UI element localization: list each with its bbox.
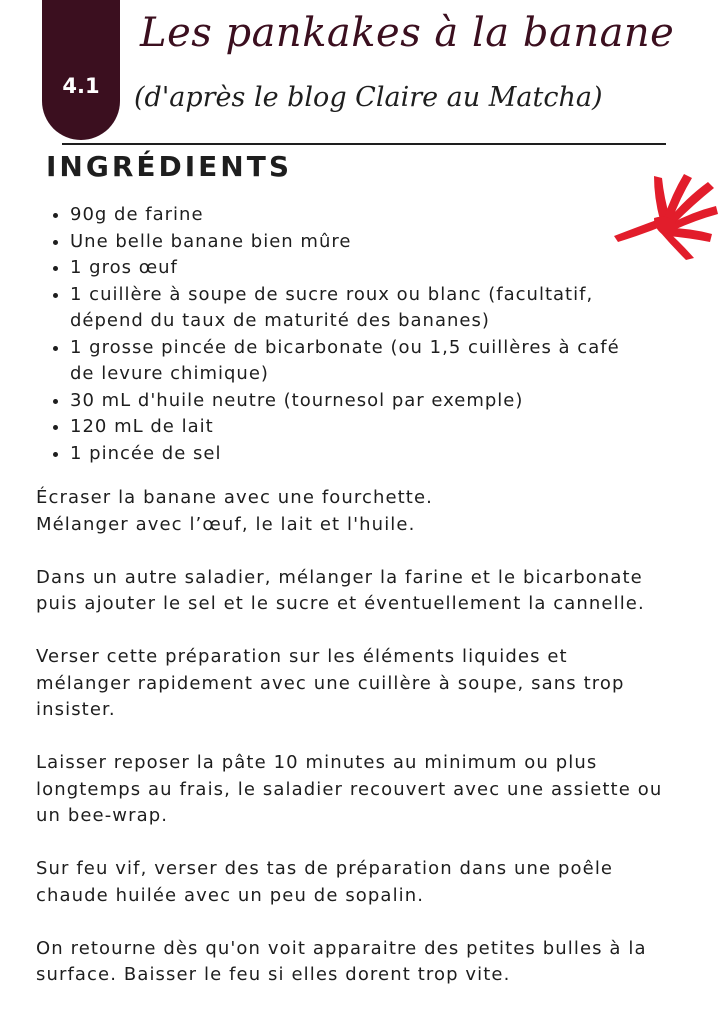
list-item: • 1 cuillère à soupe de sucre roux ou blanc (facultatif, dépend du taux de maturité des bananes) — [70, 282, 710, 335]
chapter-number: 4.1 — [62, 74, 100, 98]
ingredients-heading: INGRÉDIENTS — [46, 150, 293, 183]
instruction-paragraph: On retourne dès qu'on voit apparaitre des petites bulles à la surface. Baisser le feu si elles dorent trop vite. — [36, 937, 647, 985]
list-item: • 1 gros œuf — [70, 255, 710, 282]
recipe-subtitle: (d'après le blog Claire au Matcha) — [134, 82, 603, 113]
list-item: • 120 mL de lait — [70, 414, 710, 441]
list-item: • Une belle banane bien mûre — [70, 229, 710, 256]
instruction-paragraph: Sur feu vif, verser des tas de préparation dans une poêle chaude huilée avec un peu de sopalin. — [36, 858, 614, 906]
list-item: • 90g de farine — [70, 202, 710, 229]
list-item: • 1 grosse pincée de bicarbonate (ou 1,5 cuillères à café de levure chimique) — [70, 335, 710, 388]
instruction-paragraph: Verser cette préparation sur les éléments liquides et mélanger rapidement avec une cuillère à soupe, sans trop insister. — [36, 646, 625, 720]
ingredient-list — [48, 202, 710, 467]
recipe-title: Les pankakes à la banane — [140, 10, 675, 56]
chapter-tab — [42, 0, 120, 140]
list-item: • 1 pincée de sel — [70, 441, 710, 468]
instruction-paragraph: Laisser reposer la pâte 10 minutes au minimum ou plus longtemps au frais, le saladier recouvert avec une assiette ou un bee-wrap. — [36, 752, 663, 826]
instruction-paragraph: Écraser la banane avec une fourchette. Mélanger avec l’œuf, le lait et l'huile. — [36, 487, 433, 535]
title-divider — [62, 143, 666, 145]
list-item: • 30 mL d'huile neutre (tournesol par exemple) — [70, 388, 710, 415]
instructions — [36, 485, 706, 1015]
instruction-paragraph: Dans un autre saladier, mélanger la farine et le bicarbonate puis ajouter le sel et le sucre et éventuellement la cannelle. — [36, 566, 645, 614]
